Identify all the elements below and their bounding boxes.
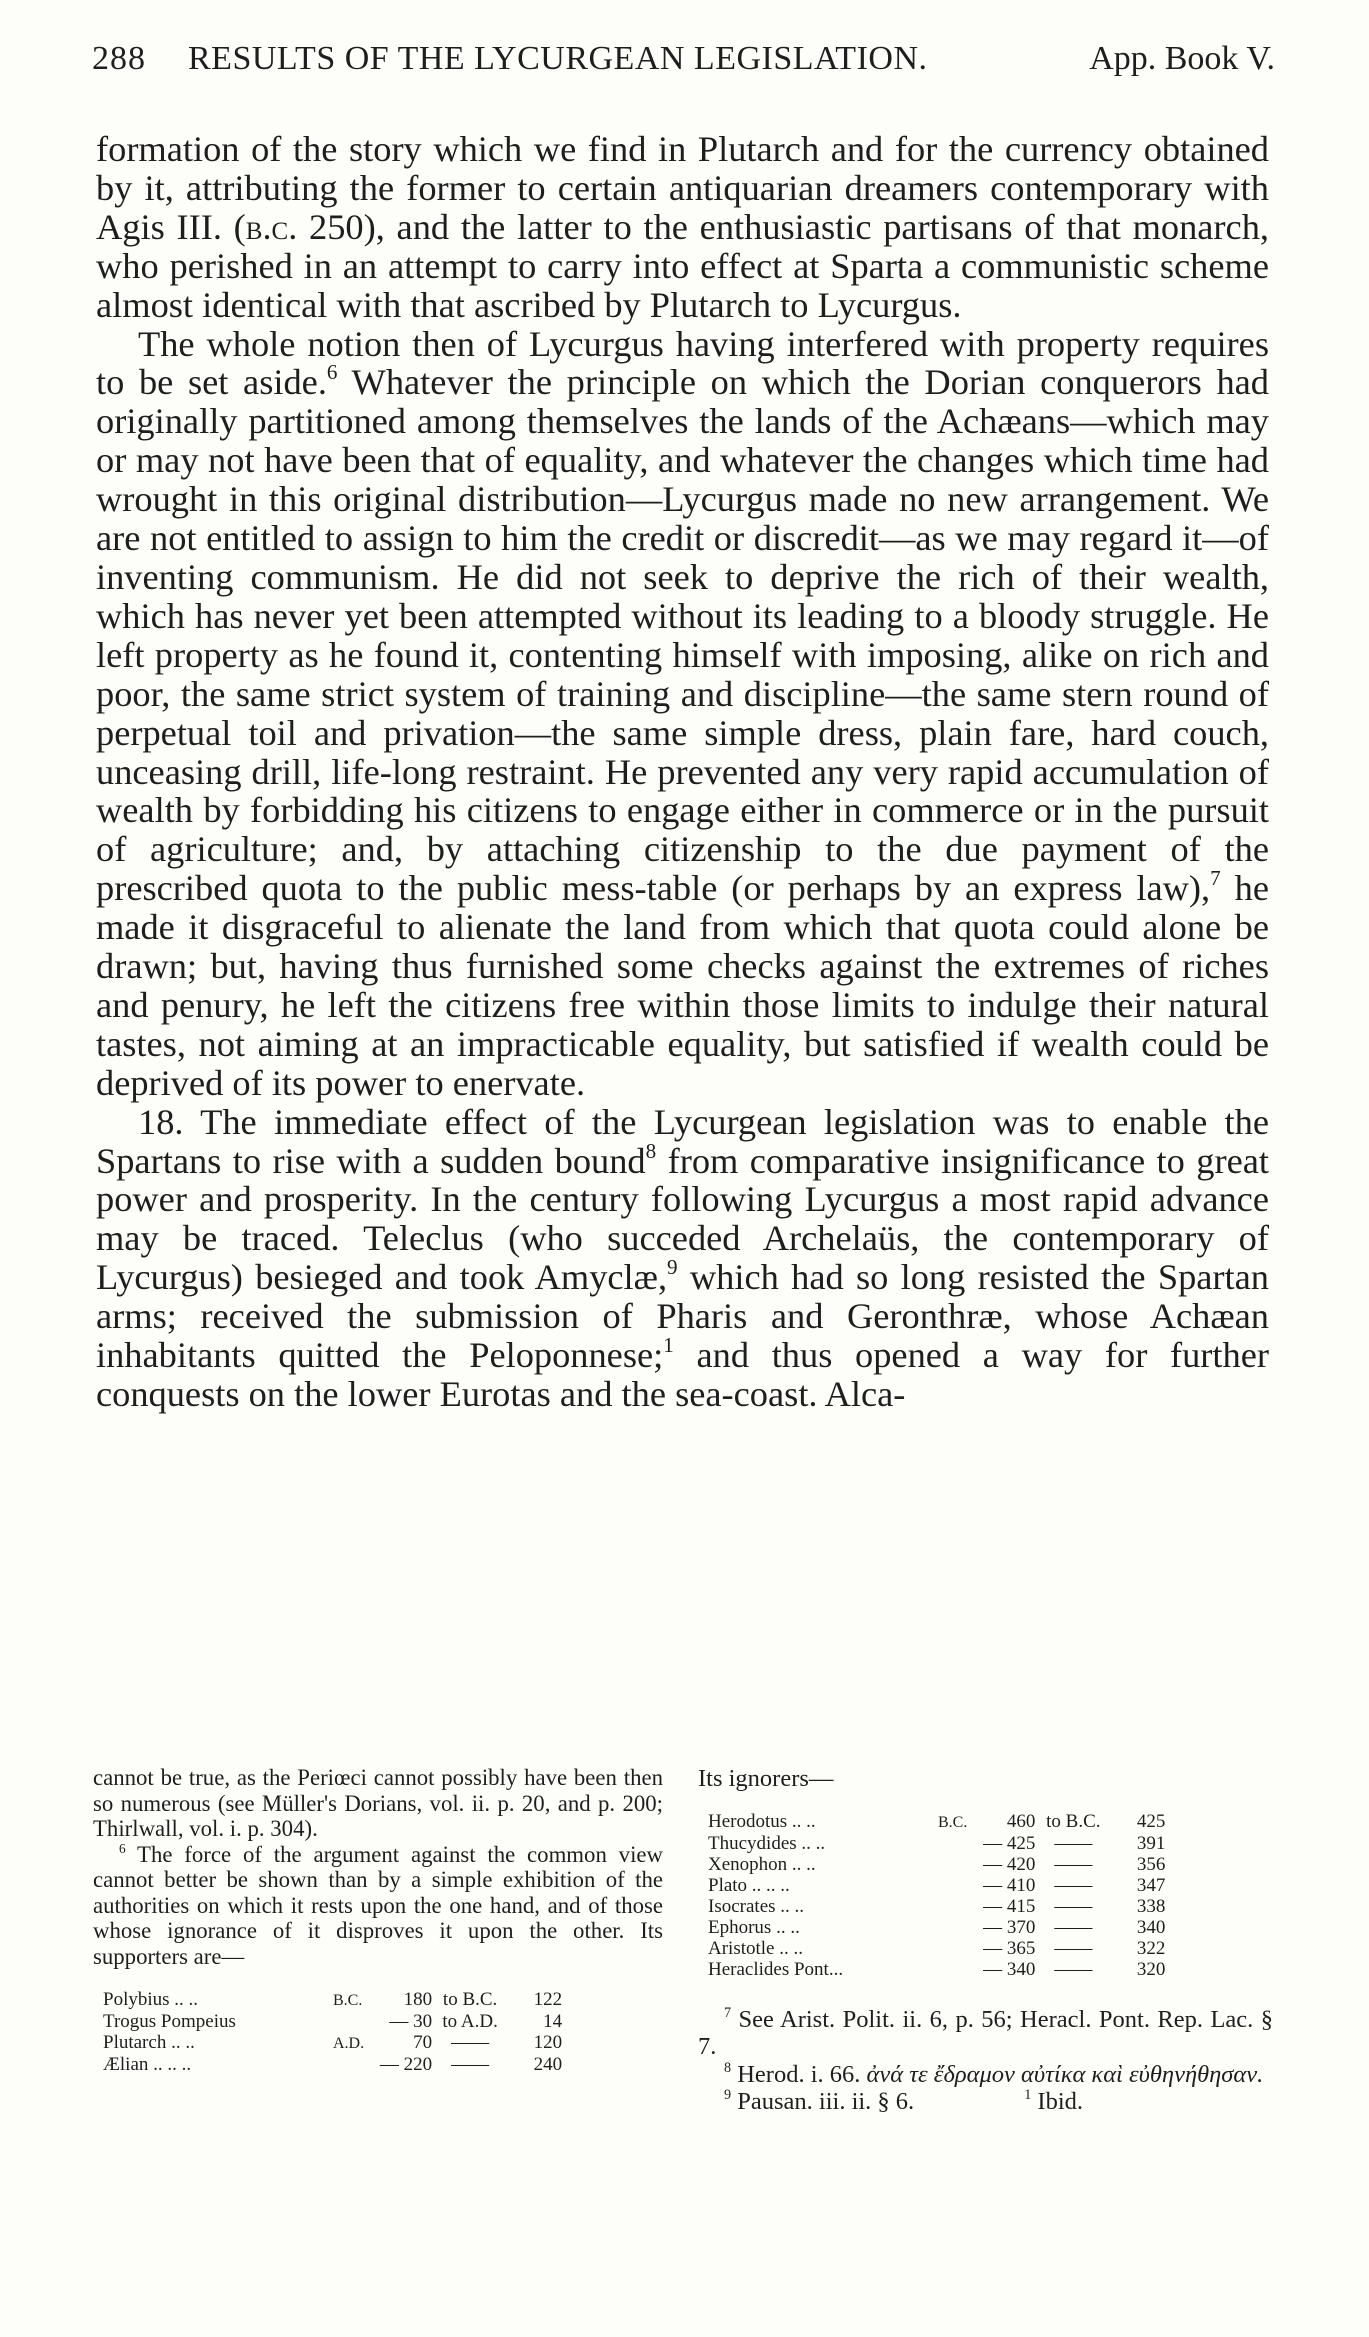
book-reference: App. Book V.: [1089, 40, 1275, 77]
paragraph-section-18: 18. The immediate effect of the Lycurgean legislation was to enable the Spartans to rise with a sudden bound$^8$ from comparative insignificance to great power and prosperity. In the century following Lycurgus a most rapid advance may be traced. Teleclus (who succeded Archelaüs, the contemporary of Lycurgus) besieged and took Amyclæ,$^9$ which had so long resisted the Spartan arms; received the submission of Pharis and Geronthræ, whose Achæan inhabitants quitted the Peloponnese;$^1$ and thus opened a way for further conquests on the lower Eurotas and the sea-coast. Alca-: [96, 1101, 1269, 1414]
authority-name: Heraclides Pont...: [708, 1958, 844, 1980]
authority-year-end: 356: [1136, 1853, 1166, 1875]
page-number: 288: [92, 40, 146, 77]
footnotes-left-column: [93, 1765, 663, 2075]
authority-name: Isocrates .. ..: [708, 1895, 805, 1917]
authority-year-start: — 370: [983, 1916, 1036, 1938]
authority-row: [708, 1917, 1165, 1938]
authority-name: Trogus Pompeius: [103, 2011, 236, 2032]
authority-year-start: 70: [413, 2032, 433, 2053]
authority-year-end: 340: [1136, 1916, 1166, 1938]
authority-range-sep: ——: [1054, 1958, 1093, 1980]
authority-name: Plato .. .. ..: [708, 1874, 790, 1896]
authority-name: Aristotle .. ..: [708, 1937, 803, 1959]
footnote-ref-7[interactable]: 7: [1210, 866, 1221, 891]
authority-range-sep: to A.D.: [442, 2011, 498, 2032]
authority-year-start: — 30: [389, 2011, 433, 2032]
greek-quote: ἀνά τε ἔδραμον αὐτίκα καὶ εὐθηνήθησαν.: [866, 2060, 1264, 2088]
authority-year-end: 14: [543, 2011, 563, 2032]
authority-year-start: — 365: [983, 1937, 1036, 1959]
authority-year-start: — 220: [379, 2054, 433, 2075]
footnote-7: $^7$ See Arist. Polit. ii. 6, p. 56; Heracl. Pont. Rep. Lac. § 7.: [698, 2004, 1273, 2060]
authority-year-end: 322: [1136, 1937, 1166, 1959]
authority-row: [103, 2011, 562, 2032]
authority-row: [708, 1959, 1165, 1980]
authority-year-end: 338: [1136, 1895, 1166, 1917]
footnote-9-and-1: $^9$ Pausan. iii. ii. § 6. $^1$ Ibid.: [724, 2087, 1084, 2115]
footnote-ref-9[interactable]: 9: [667, 1255, 678, 1280]
authority-era: [938, 1959, 967, 1980]
authority-range-sep: ——: [451, 2032, 490, 2053]
footnotes-right-column: [698, 1765, 1273, 2116]
authority-year-start: — 415: [983, 1895, 1036, 1917]
authority-era: [333, 2011, 364, 2032]
footnote-ref-1[interactable]: 1: [663, 1333, 674, 1358]
authority-range-sep: ——: [1054, 1937, 1093, 1959]
authority-range-sep: ——: [1054, 1832, 1093, 1854]
running-header: [92, 40, 1275, 96]
footnote-8: $^8$ Herod. i. 66. ἀνά τε ἔδραμον αὐτίκα καὶ εὐθηνήθησαν.: [724, 2059, 1264, 2088]
footnote-6: $^6$ The force of the argument against the common view cannot better be shown than by a simple exhibition of the authorities on which it rests upon the one hand, and of those whose ignorance of it disproves it upon the other. Its supporters are—: [93, 1840, 663, 1969]
paragraph-property: The whole notion then of Lycurgus having interfered with property requires to be set aside.$^6$ Whatever the principle on which the Dorian conquerors had originally partitioned among themselves the lands of the Achæans—which may or may not have been that of equality, and whatever the changes which time had wrought in this original distribution—Lycurgus made no new arrangement. We are not entitled to assign to him the credit or discredit—as we may regard it—of inventing communism. He did not seek to deprive the rich of their wealth, which has never yet been attempted without its leading to a bloody struggle. He left property as he found it, contenting himself with imposing, alike on rich and poor, the same strict system of training and discipline—the same stern round of perpetual toil and privation—the same simple dress, plain fare, hard couch, unceasing drill, life-long restraint. He prevented any very rapid accumulation of wealth by forbidding his citizens to engage either in commerce or in the pursuit of agriculture; and, by attaching citizenship to the due payment of the prescribed quota to the public mess-table (or perhaps by an express law),$^7$ he made it disgraceful to alienate the land from which that quota could alone be drawn; but, having thus furnished some checks against the extremes of riches and penury, he left the citizens free within those limits to indulge their natural tastes, not aiming at an impracticable equality, but satisfied if wealth could be deprived of its power to enervate.: [96, 323, 1269, 1103]
authority-name: Xenophon .. ..: [708, 1853, 816, 1875]
authority-era: [938, 1854, 967, 1875]
authority-era: [938, 1896, 967, 1917]
authority-row: [103, 2032, 562, 2054]
authority-year-start: — 420: [983, 1853, 1036, 1875]
footnote-continuation: cannot be true, as the Periœci cannot possibly have been then so numerous (see Müller's Dorians, vol. ii. p. 20, and p. 200; Thirlwall, vol. i. p. 304).: [93, 1765, 663, 1841]
authority-year-end: 320: [1136, 1958, 1166, 1980]
authority-year-start: 180: [403, 1989, 433, 2010]
authority-era: [938, 1875, 967, 1896]
authority-year-end: 391: [1136, 1832, 1166, 1854]
authority-row: [708, 1811, 1165, 1833]
authority-era: [333, 2054, 364, 2075]
authority-name: Plutarch .. ..: [103, 2032, 195, 2053]
authority-name: Ælian .. .. ..: [103, 2054, 192, 2075]
authority-range-sep: ——: [1054, 1895, 1093, 1917]
authority-range-sep: ——: [1054, 1853, 1093, 1875]
ignorers-intro: Its ignorers—: [698, 1765, 834, 1792]
authority-name: Herodotus .. ..: [708, 1810, 816, 1832]
authority-row: [103, 2054, 562, 2075]
authority-range-sep: ——: [1054, 1916, 1093, 1938]
authority-year-start: 460: [1006, 1810, 1036, 1832]
authority-era: [938, 1917, 967, 1938]
authority-row: [103, 1989, 562, 2011]
authority-year-start: — 340: [983, 1958, 1036, 1980]
authority-year-start: — 425: [983, 1832, 1036, 1854]
authority-era: [938, 1833, 967, 1854]
authority-year-end: 122: [533, 1989, 563, 2010]
authority-range-sep: to B.C.: [442, 1989, 498, 2010]
authority-range-sep: ——: [1054, 1874, 1093, 1896]
authority-year-end: 425: [1136, 1810, 1166, 1832]
authority-row: [708, 1896, 1165, 1917]
footnote-ref-6[interactable]: 6: [326, 360, 338, 385]
footnote-ref-8[interactable]: 8: [645, 1138, 657, 1163]
authority-range-sep: ——: [451, 2054, 490, 2075]
authority-era: B.C.: [333, 1992, 363, 2009]
authority-name: Thucydides .. ..: [708, 1832, 826, 1854]
authority-row: [708, 1938, 1165, 1959]
authority-range-sep: to B.C.: [1046, 1810, 1101, 1832]
authority-row: [708, 1854, 1165, 1875]
authority-era: A.D.: [333, 2035, 365, 2052]
authority-row: [708, 1833, 1165, 1854]
main-text: [96, 130, 1269, 1414]
authority-year-end: 240: [533, 2054, 563, 2075]
authority-year-start: — 410: [983, 1874, 1036, 1896]
authority-year-end: 347: [1136, 1874, 1166, 1896]
supporters-table: [103, 1989, 562, 2075]
authority-name: Ephorus .. ..: [708, 1916, 800, 1938]
authority-era: B.C.: [938, 1813, 968, 1831]
running-title: RESULTS OF THE LYCURGEAN LEGISLATION.: [188, 40, 928, 77]
authority-era: [938, 1938, 967, 1959]
authority-year-end: 120: [533, 2032, 563, 2053]
ignorers-table: [708, 1811, 1165, 1980]
authority-row: [708, 1875, 1165, 1896]
authority-name: Polybius .. ..: [103, 1989, 199, 2010]
paragraph-continuation: formation of the story which we find in Plutarch and for the currency obtained by it, attributing the former to certain antiquarian dreamers contemporary with Agis III. (b.c. 250), and the latter to the enthusiastic partisans of that monarch, who perished in an attempt to carry into effect at Sparta a communistic scheme almost identical with that ascribed by Plutarch to Lycurgus.: [96, 129, 1269, 325]
